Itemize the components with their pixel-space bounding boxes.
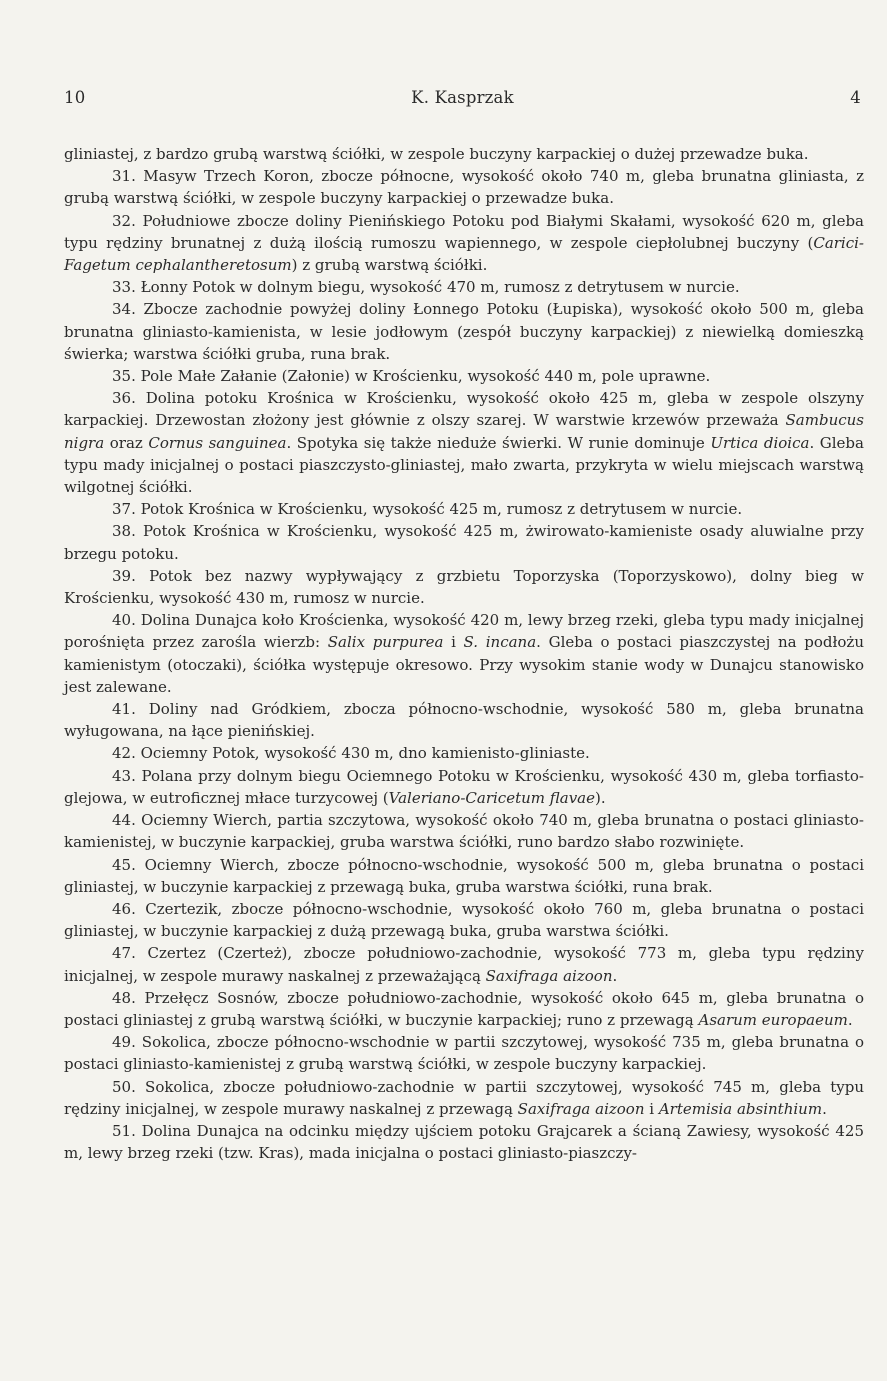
running-header: [64, 88, 861, 110]
paragraph-continuation: [64, 143, 864, 165]
species-name: Salix purpurea: [327, 633, 444, 652]
species-name: Asarum europaeum: [698, 1010, 848, 1029]
text-run: 41. Doliny nad Gródkiem, zbocza północno-wschodnie, wysokość 580 m, gleba brunatna wyługowana, na łące pienińskiej.: [64, 700, 864, 741]
text-run: .: [612, 966, 618, 985]
text-run: .: [822, 1099, 827, 1118]
site-entry: [64, 854, 864, 898]
site-entry: [64, 898, 864, 942]
site-entry: [64, 387, 864, 498]
site-entry: [64, 1031, 864, 1075]
text-run: . Gleba o postaci piaszczystej na podłożu kamienistym (otoczaki), ściółka występuje okresowo. Przy wysokim stanie wody w Dunajcu stanowisko jest zalewane.: [64, 633, 864, 696]
species-name: Carici-Fagetum cephalantheretosum: [64, 233, 864, 275]
text-run: .: [847, 1010, 853, 1029]
text-run: oraz: [104, 433, 149, 452]
site-entry: [64, 765, 864, 809]
page-number: 10: [64, 88, 86, 107]
text-run: 40. Dolina Dunajca koło Krościenka, wysokość 420 m, lewy brzeg rzeki, gleba typu mady inicjalnej porośnięta przez zarośla wierzb:: [64, 611, 864, 652]
text-run: 36. Dolina potoku Krośnica w Krościenku, wysokość około 425 m, gleba w zespole olszyny karpackiej. Drzewostan złożony jest głównie z olszy szarej. W warstwie krzewów przeważa: [64, 389, 864, 430]
text-run: 50. Sokolica, zbocze południowo-zachodnie w partii szczytowej, wysokość 745 m, gleba typu rędziny inicjalnej, w zespole murawy naskalnej z przewagą: [64, 1077, 864, 1118]
text-run: gliniastej, z bardzo grubą warstwą ściółki, w zespole buczyny karpackiej o dużej przewadze buka.: [64, 145, 809, 163]
text-run: 34. Zbocze zachodnie powyżej doliny Łonnego Potoku (Łupiska), wysokość około 500 m, gleba brunatna gliniasto-kamienista, w lesie jodłowym (zespół buczyny karpackiej) z niewielką domieszką świerka; warstwa ściółki gruba, runa brak.: [64, 300, 864, 363]
text-run: 38. Potok Krośnica w Krościenku, wysokość 425 m, żwirowato-kamieniste osady aluwialne przy brzegu potoku.: [64, 522, 864, 563]
site-entry: [64, 609, 864, 698]
site-entry: [64, 298, 864, 365]
species-name: Saxifraga aizoon: [517, 1099, 645, 1118]
text-run: 48. Przełęcz Sosnów, zbocze południowo-zachodnie, wysokość około 645 m, gleba brunatna o postaci gliniastej z grubą warstwą ściółki, w buczynie karpackiej; runo z przewagą: [64, 988, 864, 1029]
species-name: Valeriano-Caricetum flavae: [388, 788, 595, 807]
site-entry: [64, 520, 864, 564]
text-run: 44. Ociemny Wierch, partia szczytowa, wysokość około 740 m, gleba brunatna o postaci gliniasto-kamienistej, w buczynie karpackiej, gruba warstwa ściółki, runo bardzo słabo rozwinięte.: [64, 811, 864, 852]
site-entry: [64, 742, 864, 764]
text-run: 42. Ociemny Potok, wysokość 430 m, dno kamienisto-gliniaste.: [112, 744, 590, 763]
site-entry: [64, 698, 864, 742]
text-run: ).: [595, 788, 606, 807]
site-entry: [64, 276, 864, 298]
species-name: Urtica dioica: [710, 433, 810, 452]
text-run: 47. Czertez (Czerteż), zbocze południowo-zachodnie, wysokość 773 m, gleba typu rędziny inicjalnej, w zespole murawy naskalnej z przeważającą: [64, 944, 864, 985]
text-run: 37. Potok Krośnica w Krościenku, wysokość 425 m, rumosz z detrytusem w nurcie.: [112, 500, 743, 519]
site-entry: [64, 210, 864, 277]
text-run: 43. Polana przy dolnym biegu Ociemnego Potoku w Krościenku, wysokość 430 m, gleba torfiasto-glejowa, w eutroficznej młace turzycowej (: [64, 766, 864, 807]
text-run: 39. Potok bez nazwy wypływający z grzbietu Toporzyska (Toporzyskowo), dolny bieg w Krościenku, wysokość 430 m, rumosz w nurcie.: [64, 566, 864, 608]
text-run: . Gleba typu mady inicjalnej o postaci piaszczysto-gliniastej, mało zwarta, przykryta w wielu miejscach warstwą wilgotnej ściółki.: [64, 433, 864, 497]
text-run: 31. Masyw Trzech Koron, zbocze północne, wysokość około 740 m, gleba brunatna gliniasta, z grubą warstwą ściółki, w zespole buczyny karpackiej o przewadze buka.: [64, 167, 864, 208]
text-run: 35. Pole Małe Załanie (Załonie) w Krościenku, wysokość 440 m, pole uprawne.: [112, 367, 711, 386]
text-run: ) z grubą warstwą ściółki.: [291, 256, 488, 275]
species-name: Cornus sanguinea: [148, 433, 287, 452]
text-run: i: [644, 1099, 659, 1118]
site-entry: [64, 1120, 864, 1164]
site-entry: [64, 1076, 864, 1120]
species-name: Artemisia absinthium: [658, 1099, 823, 1118]
text-run: 32. Południowe zbocze doliny Pienińskiego Potoku pod Białymi Skałami, wysokość 620 m, gleba typu rędziny brunatnej z dużą ilością rumoszu wapiennego, w zespole ciepłolubnej buczyny (: [64, 211, 864, 252]
text-run: 49. Sokolica, zbocze północno-wschodnie w partii szczytowej, wysokość 735 m, gleba brunatna o postaci gliniasto-kamienistej z grubą warstwą ściółki, w zespole buczyny karpackiej.: [64, 1033, 864, 1074]
article-body: [64, 143, 864, 1164]
text-run: i: [443, 633, 464, 652]
running-head-author: K. Kasprzak: [411, 88, 514, 107]
text-run: 45. Ociemny Wierch, zbocze północno-wschodnie, wysokość 500 m, gleba brunatna o postaci gliniastej, w buczynie karpackiej z przewagą buka, gruba warstwa ściółki, runa brak.: [64, 855, 864, 896]
site-entry: [64, 498, 864, 520]
site-entry: [64, 809, 864, 853]
text-run: 51. Dolina Dunajca na odcinku między ujściem potoku Grajcarek a ścianą Zawiesy, wysokość 425 m, lewy brzeg rzeki (tzw. Kras), mada inicjalna o postaci gliniasto-piaszczy-: [64, 1121, 864, 1163]
site-entry: [64, 365, 864, 387]
site-entry: [64, 987, 864, 1031]
text-run: . Spotyka się także nieduże świerki. W runie dominuje: [286, 433, 711, 452]
text-run: 33. Łonny Potok w dolnym biegu, wysokość 470 m, rumosz z detrytusem w nurcie.: [112, 278, 740, 297]
site-entry: [64, 942, 864, 986]
text-run: 46. Czertezik, zbocze północno-wschodnie, wysokość około 760 m, gleba brunatna o postaci gliniastej, w buczynie karpackiej z dużą przewagą buka, gruba warstwa ściółki.: [64, 899, 864, 941]
species-name: S. incana: [463, 633, 537, 652]
species-name: Sambucus nigra: [64, 411, 864, 452]
species-name: Saxifraga aizoon: [485, 966, 613, 985]
issue-number: 4: [850, 88, 861, 107]
site-entry: [64, 165, 864, 209]
site-entry: [64, 565, 864, 609]
